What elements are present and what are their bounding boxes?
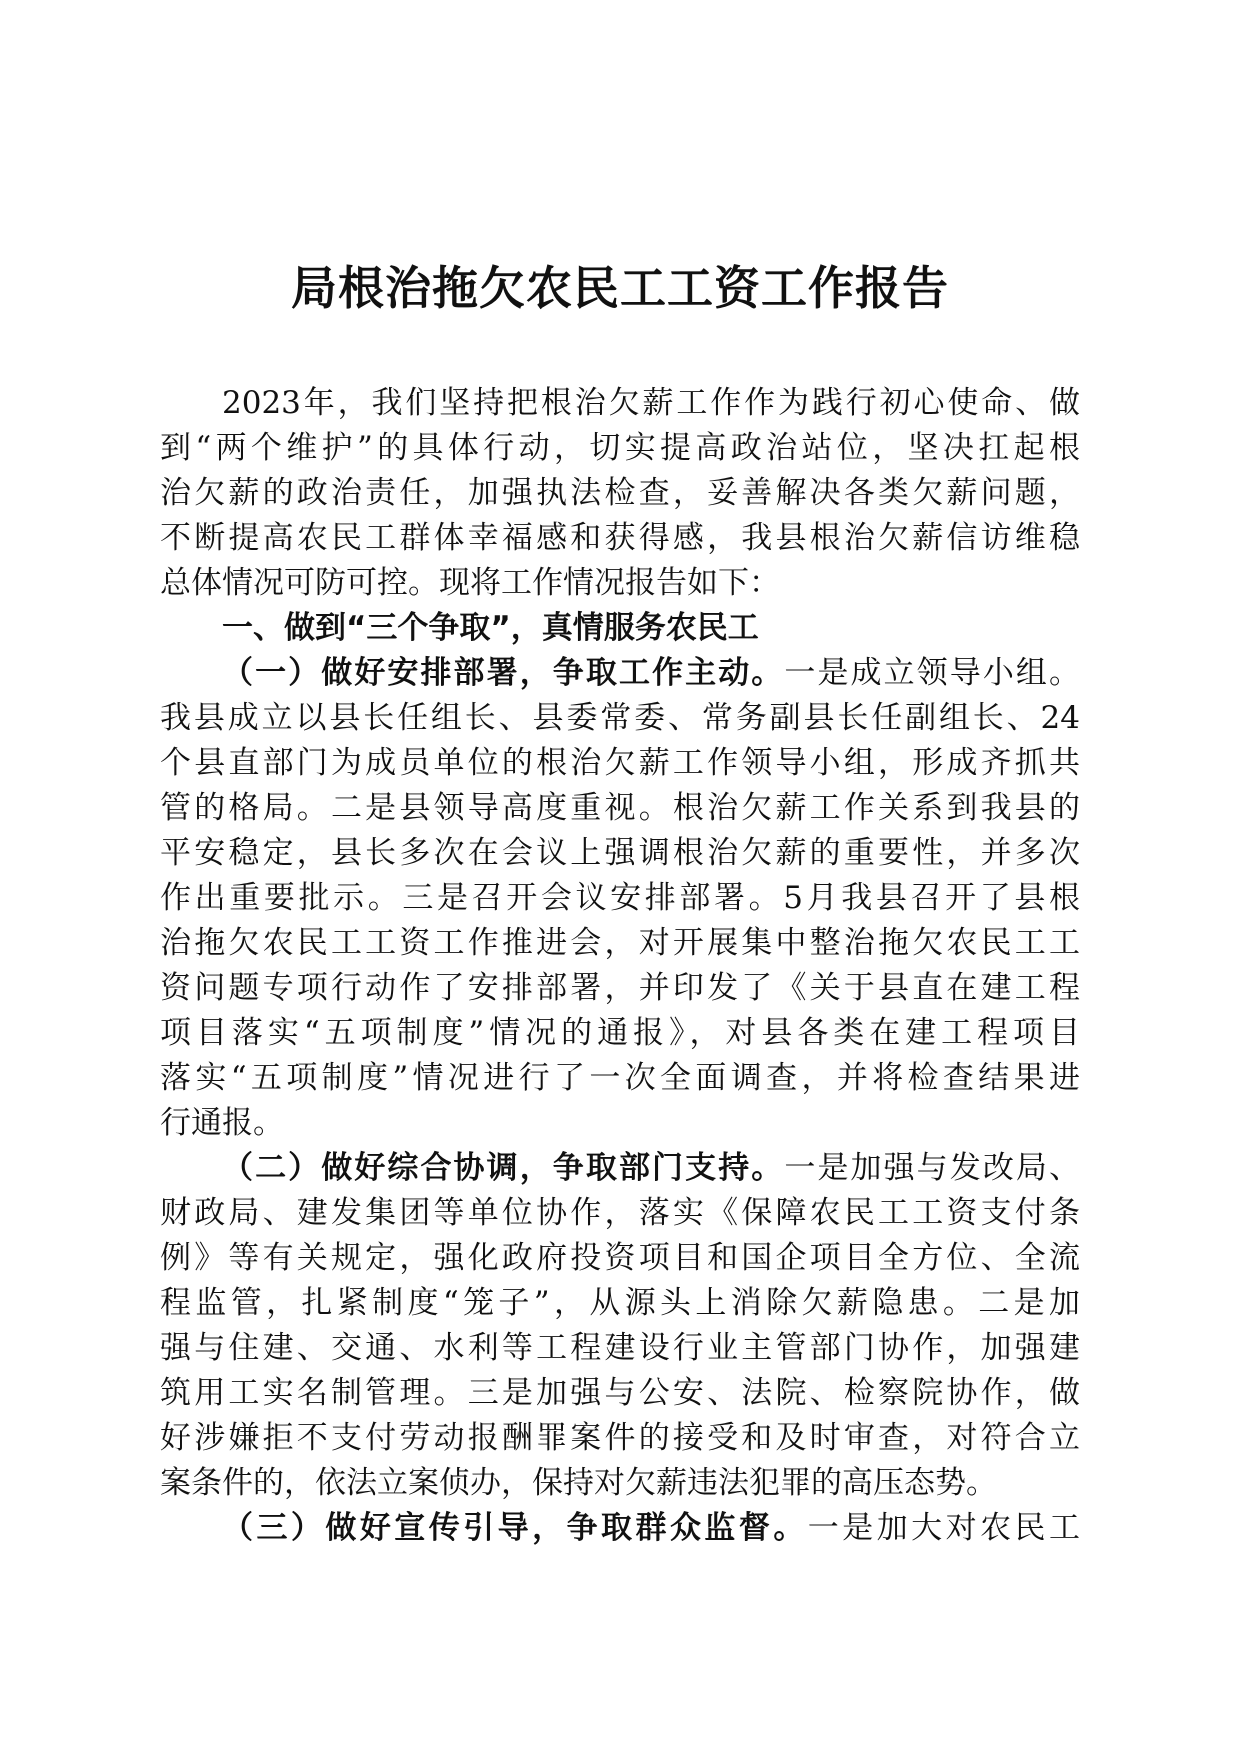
- body-line: 管的格局。二是县领导高度重视。根治欠薪工作关系到我县的: [160, 790, 1080, 826]
- intro-line: 到“两个维护”的具体行动，切实提高政治站位，坚决扛起根: [160, 430, 1080, 466]
- body-line: 我县成立以县长任组长、县委常委、常务副县长任副组长、24: [160, 700, 1080, 736]
- intro-line: 不断提高农民工群体幸福感和获得感，我县根治欠薪信访维稳: [160, 520, 1080, 556]
- subsection-2-first-line: [160, 1146, 1080, 1191]
- subsection-lead: （三）做好宣传引导，争取群众监督。: [222, 1510, 808, 1546]
- body-line: 项目落实“五项制度”情况的通报》，对县各类在建工程项目: [160, 1015, 1080, 1051]
- body-line: 强与住建、交通、水利等工程建设行业主管部门协作，加强建: [160, 1330, 1080, 1366]
- document-body: [160, 381, 1080, 1551]
- section-heading: 一、做到“三个争取”，真情服务农民工: [222, 610, 759, 646]
- body-line: 例》等有关规定，强化政府投资项目和国企项目全方位、全流: [160, 1240, 1080, 1276]
- body-line: 好涉嫌拒不支付劳动报酬罪案件的接受和及时审查，对符合立: [160, 1420, 1080, 1456]
- subsection-1-first-line: [160, 651, 1080, 696]
- subsection-3-first-line: [160, 1506, 1080, 1551]
- body-line: 程监管，扎紧制度“笼子”，从源头上消除欠薪隐患。二是加: [160, 1285, 1080, 1321]
- body-line: 资问题专项行动作了安排部署，并印发了《关于县直在建工程: [160, 970, 1080, 1006]
- body-line: 财政局、建发集团等单位协作，落实《保障农民工工资支付条: [160, 1195, 1080, 1231]
- intro-line: 总体情况可防可控。现将工作情况报告如下：: [160, 565, 780, 601]
- subsection-lead: （一）做好安排部署，争取工作主动。: [222, 655, 785, 691]
- body-line: 治拖欠农民工工资工作推进会，对开展集中整治拖欠农民工工: [160, 925, 1080, 961]
- body-line: 筑用工实名制管理。三是加强与公安、法院、检察院协作，做: [160, 1375, 1080, 1411]
- subsection-text: 一是加强与发改局、: [784, 1150, 1080, 1186]
- body-line: 作出重要批示。三是召开会议安排部署。5月我县召开了县根: [160, 880, 1080, 916]
- body-line: 落实“五项制度”情况进行了一次全面调查，并将检查结果进: [160, 1060, 1080, 1096]
- body-line: 平安稳定，县长多次在会议上强调根治欠薪的重要性，并多次: [160, 835, 1080, 871]
- body-line: 行通报。: [160, 1105, 284, 1141]
- subsection-lead: （二）做好综合协调，争取部门支持。: [222, 1150, 785, 1186]
- intro-line: 治欠薪的政治责任，加强执法检查，妥善解决各类欠薪问题，: [160, 475, 1080, 511]
- document-title: 局根治拖欠农民工工资工作报告: [291, 261, 949, 315]
- subsection-text: 一是加大对农民工: [807, 1510, 1081, 1546]
- body-line: 个县直部门为成员单位的根治欠薪工作领导小组，形成齐抓共: [160, 745, 1080, 781]
- document-page: [160, 0, 1080, 1754]
- intro-line: 2023年，我们坚持把根治欠薪工作作为践行初心使命、做: [222, 385, 1080, 421]
- subsection-text: 一是成立领导小组。: [784, 655, 1080, 691]
- body-line: 案条件的，依法立案侦办，保持对欠薪违法犯罪的高压态势。: [160, 1465, 997, 1501]
